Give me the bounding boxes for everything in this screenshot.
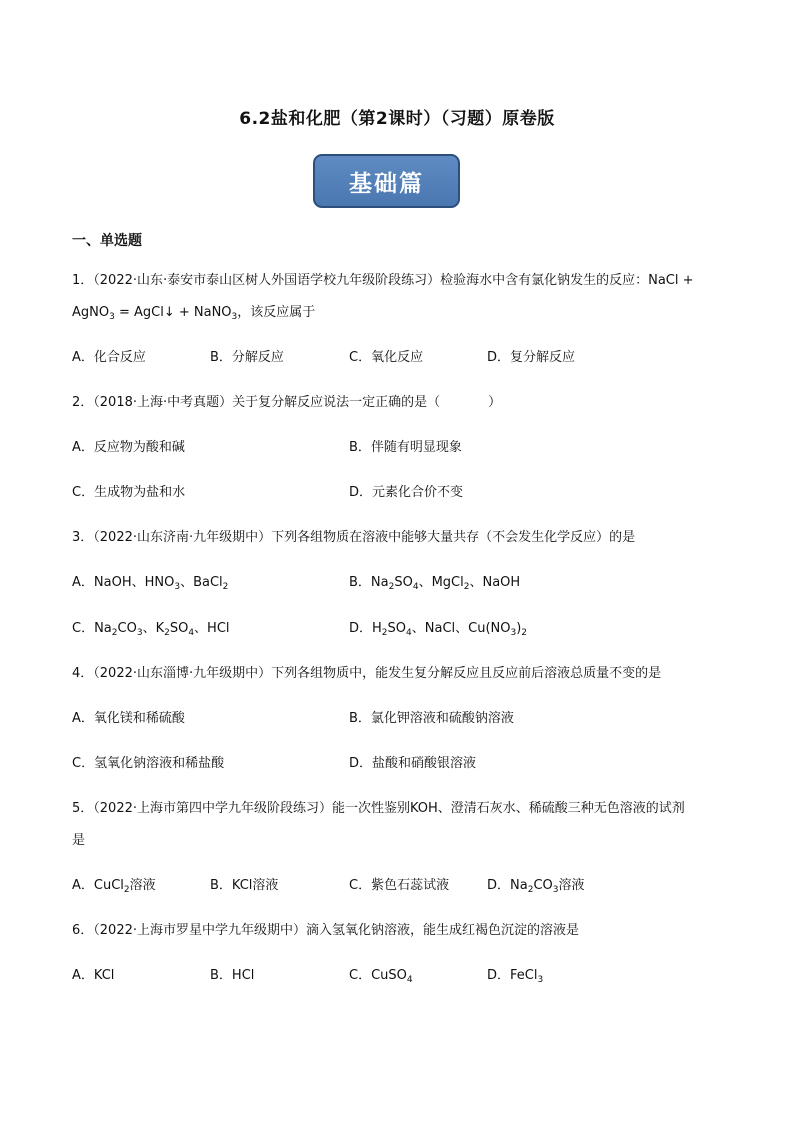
q2-option-b: B．伴随有明显现象 <box>349 440 462 455</box>
q3-option-d: D．$H_2SO_4$、NaCl、$Cu(NO_3)_2$ <box>349 621 528 638</box>
q6-option-d: D．FeCl$_3$ <box>487 968 544 985</box>
q3-stem: 3．（2022·山东济南·九年级期中）下列各组物质在溶液中能够大量共存（不会发生化学反应）的是 <box>72 530 636 545</box>
q1-option-c: C．氧化反应 <box>349 350 424 365</box>
q1-stem-line2: AgNO$_3$ = AgCl↓ + NaNO$_3$，该反应属于 <box>72 305 316 322</box>
q5-option-b: B．KCl溶液 <box>210 878 279 893</box>
q2-stem: 2．（2018·上海·中考真题）关于复分解反应说法一定正确的是（ ） <box>72 395 502 410</box>
q4-option-b: B．氯化钾溶液和硫酸钠溶液 <box>349 711 514 726</box>
q2-option-c: C．生成物为盐和水 <box>72 485 186 500</box>
q1-option-b: B．分解反应 <box>210 350 284 365</box>
q2-option-a: A．反应物为酸和碱 <box>72 440 185 455</box>
q5-option-c: C．紫色石蕊试液 <box>349 878 450 893</box>
q4-option-d: D．盐酸和硝酸银溶液 <box>349 756 477 771</box>
document-title: 6.2盐和化肥（第2课时）（习题）原卷版 <box>239 109 555 129</box>
q4-option-c: C．氢氧化钠溶液和稀盐酸 <box>72 756 225 771</box>
q3-option-c: C．$Na_2CO_3$、$K_2SO_4$、HCl <box>72 621 230 638</box>
q5-stem-line2: 是 <box>72 833 86 848</box>
banner-label: 基础篇 <box>349 169 424 197</box>
q6-option-a: A．KCl <box>72 968 115 983</box>
q5-option-d: D．$Na_2CO_3$溶液 <box>487 878 585 895</box>
q4-option-a: A．氧化镁和稀硫酸 <box>72 711 185 726</box>
q6-stem: 6．（2022·上海市罗星中学九年级期中）滴入氢氧化钠溶液，能生成红褐色沉淀的溶液是 <box>72 923 579 938</box>
q3-option-a: A．NaOH、$HNO_3$、BaCl$_2$ <box>72 575 229 592</box>
q1-option-a: A．化合反应 <box>72 350 146 365</box>
q3-option-b: B．$Na_2SO_4$、MgCl$_2$、NaOH <box>349 575 521 592</box>
section-heading: 一、单选题 <box>72 233 142 249</box>
q1-stem-line1: 1．（2022·山东·泰安市泰山区树人外国语学校九年级阶段练习）检验海水中含有氯化钠发生的反应：NaCl + <box>72 273 694 288</box>
q6-option-b: B．HCl <box>210 968 255 983</box>
q6-option-c: C．CuSO$_4$ <box>349 968 413 985</box>
q5-stem-line1: 5．（2022·上海市第四中学九年级阶段练习）能一次性鉴别KOH、澄清石灰水、稀硫酸三种无色溶液的试剂 <box>72 801 685 816</box>
q5-option-a: A．CuCl$_2$溶液 <box>72 878 156 895</box>
q4-stem: 4．（2022·山东淄博·九年级期中）下列各组物质中，能发生复分解反应且反应前后溶液总质量不变的是 <box>72 666 662 681</box>
q2-option-d: D．元素化合价不变 <box>349 485 464 500</box>
q1-option-d: D．复分解反应 <box>487 350 576 365</box>
section-banner <box>313 154 460 208</box>
